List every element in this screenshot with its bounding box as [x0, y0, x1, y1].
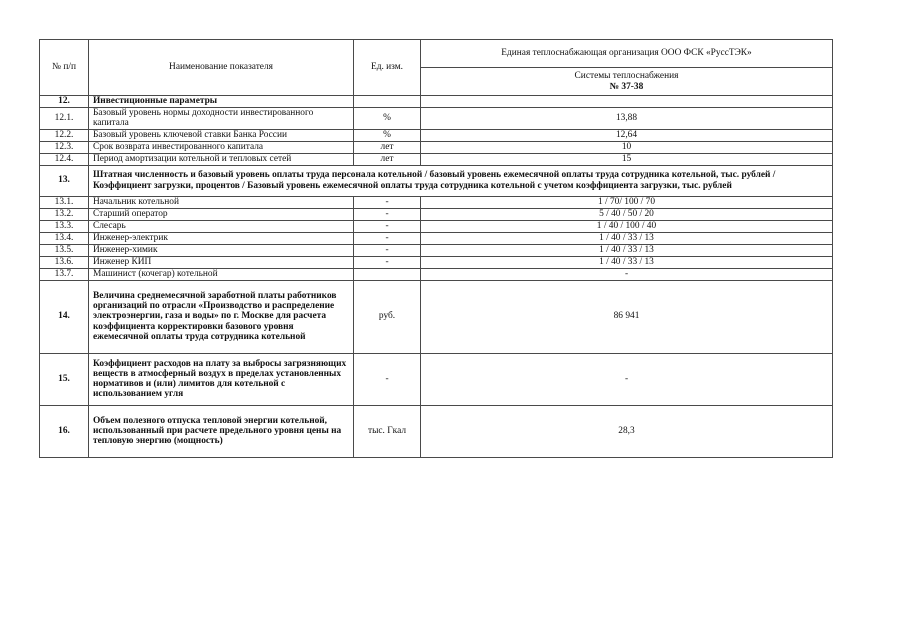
table-row — [40, 268, 833, 280]
table-row — [40, 405, 833, 457]
table-row — [40, 96, 833, 108]
row-name: Коэффициент расходов на плату за выбросы загрязняющих веществ в атмосферный воздух в пределах установленных нормативов и (или) лимитов для котельной с использованием угля — [89, 353, 354, 405]
row-unit: - — [354, 220, 421, 232]
row-unit: тыс. Гкал — [354, 405, 421, 457]
row-unit: % — [354, 129, 421, 141]
row-num: 13.2. — [40, 208, 89, 220]
row-unit — [354, 96, 421, 108]
row-name: Старший оператор — [89, 208, 354, 220]
row-name: Величина среднемесячной заработной платы работников организаций по отрасли «Производство и распределение электроэнергии, газа и воды» по г. Москве для расчета коэффициента корректировки базового уровня ежемесячной оплаты труда сотрудника котельной — [89, 280, 354, 353]
header-systems-num: № 37-38 — [609, 81, 644, 92]
row-num: 12.3. — [40, 141, 89, 153]
table-header-row — [40, 40, 833, 68]
row-num: 13.7. — [40, 268, 89, 280]
row-unit: руб. — [354, 280, 421, 353]
row-num: 14. — [40, 280, 89, 353]
row-name: Инженер-электрик — [89, 232, 354, 244]
table-row — [40, 108, 833, 130]
table-row — [40, 208, 833, 220]
row-value: 1 / 40 / 33 / 13 — [421, 256, 833, 268]
row-value: 1 / 40 / 33 / 13 — [421, 232, 833, 244]
row-num: 12. — [40, 96, 89, 108]
row-value: 13,88 — [421, 108, 833, 130]
row-value: - — [421, 353, 833, 405]
row-unit: % — [354, 108, 421, 130]
row-num: 13.5. — [40, 244, 89, 256]
table-row — [40, 256, 833, 268]
row-name: Объем полезного отпуска тепловой энергии котельной, использованный при расчете предельного уровня цены на тепловую энергию (мощность) — [89, 405, 354, 457]
table-row — [40, 196, 833, 208]
section-title: Штатная численность и базовый уровень оплаты труда персонала котельной / базовый уровень ежемесячной оплаты труда сотрудника котельной, тыс. рублей / Коэффициент загрузки, процентов / Базовый уровень ежемесячной оплаты труда сотрудника котельной с учетом коэффициента загрузки, тыс. рублей — [89, 165, 833, 196]
row-name: Машинист (кочегар) котельной — [89, 268, 354, 280]
row-unit: - — [354, 208, 421, 220]
row-num: 15. — [40, 353, 89, 405]
row-num: 13.6. — [40, 256, 89, 268]
row-name: Инженер КИП — [89, 256, 354, 268]
row-value: 5 / 40 / 50 / 20 — [421, 208, 833, 220]
header-systems-cell — [421, 68, 833, 96]
row-num: 13. — [40, 165, 89, 196]
row-unit: - — [354, 196, 421, 208]
row-value: 1 / 70/ 100 / 70 — [421, 196, 833, 208]
row-unit: - — [354, 232, 421, 244]
table-row — [40, 232, 833, 244]
row-num: 13.3. — [40, 220, 89, 232]
row-name: Начальник котельной — [89, 196, 354, 208]
row-name: Срок возврата инвестированного капитала — [89, 141, 354, 153]
table-section-row — [40, 165, 833, 196]
table-row — [40, 244, 833, 256]
row-value: 1 / 40 / 33 / 13 — [421, 244, 833, 256]
table-row — [40, 220, 833, 232]
table-row — [40, 280, 833, 353]
row-unit: лет — [354, 153, 421, 165]
row-unit: - — [354, 244, 421, 256]
row-value: 10 — [421, 141, 833, 153]
header-org: Единая теплоснабжающая организация ООО ФСК «РуссТЭК» — [421, 40, 833, 68]
row-name: Слесарь — [89, 220, 354, 232]
row-value: - — [421, 268, 833, 280]
row-unit: лет — [354, 141, 421, 153]
row-num: 13.4. — [40, 232, 89, 244]
row-value — [421, 96, 833, 108]
table-row — [40, 141, 833, 153]
row-num: 16. — [40, 405, 89, 457]
row-unit — [354, 268, 421, 280]
row-value: 1 / 40 / 100 / 40 — [421, 220, 833, 232]
row-name: Период амортизации котельной и тепловых сетей — [89, 153, 354, 165]
row-value: 28,3 — [421, 405, 833, 457]
row-name: Инженер-химик — [89, 244, 354, 256]
table-row — [40, 129, 833, 141]
row-name: Базовый уровень ключевой ставки Банка России — [89, 129, 354, 141]
tariff-parameters-table — [39, 39, 833, 458]
row-unit: - — [354, 353, 421, 405]
row-unit: - — [354, 256, 421, 268]
header-num: № п/п — [40, 40, 89, 96]
row-num: 13.1. — [40, 196, 89, 208]
header-systems: Системы теплоснабжения — [574, 71, 679, 82]
row-name: Базовый уровень нормы доходности инвестированного капитала — [89, 108, 354, 130]
row-value: 12,64 — [421, 129, 833, 141]
row-num: 12.4. — [40, 153, 89, 165]
header-unit: Ед. изм. — [354, 40, 421, 96]
row-num: 12.1. — [40, 108, 89, 130]
row-value: 86 941 — [421, 280, 833, 353]
table-row — [40, 353, 833, 405]
row-num: 12.2. — [40, 129, 89, 141]
row-value: 15 — [421, 153, 833, 165]
row-name: Инвестиционные параметры — [89, 96, 354, 108]
table-row — [40, 153, 833, 165]
header-name: Наименование показателя — [89, 40, 354, 96]
